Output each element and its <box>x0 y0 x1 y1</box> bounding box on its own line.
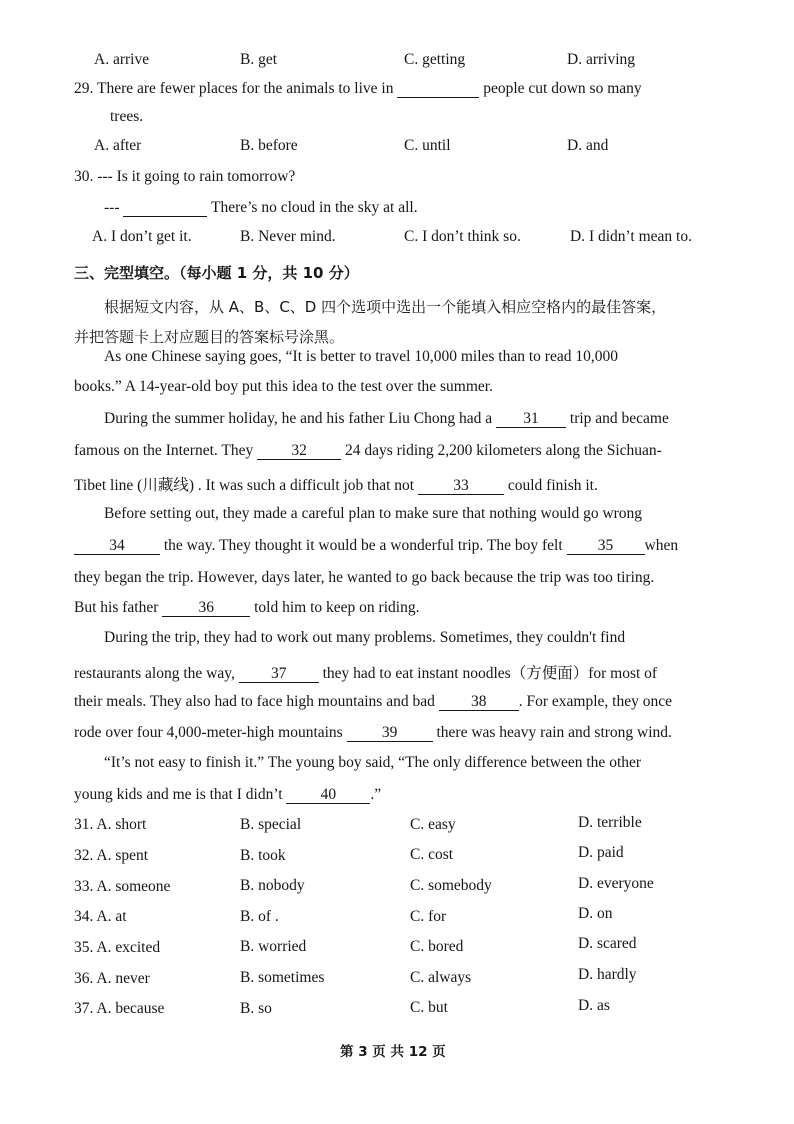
q30-option-b: B. Never mind. <box>240 228 336 245</box>
page-number: 第 3 页 共 12 页 <box>340 1044 446 1060</box>
passage-p2-line2 <box>74 442 662 460</box>
passage-text: they had to eat instant noodles（方便面）for most of <box>322 665 658 682</box>
q30-option-d: D. I didn’t mean to. <box>570 228 692 245</box>
blank-31: 31 <box>496 411 566 428</box>
q29-text-before: 29. There are fewer places for the animals to live in <box>74 80 394 97</box>
q35-option-a: 35. A. excited <box>74 939 161 956</box>
instruction-line-1: 根据短文内容，从 A、B、C、D 四个选项中选出一个能填入相应空格内的最佳答案， <box>104 298 667 316</box>
q33-option-d: D. everyone <box>578 875 654 892</box>
q32-option-a: 32. A. spent <box>74 847 149 864</box>
passage-text: told him to keep on riding. <box>254 599 420 616</box>
q29-option-d: D. and <box>567 137 609 154</box>
q34-option-d: D. on <box>578 905 613 922</box>
q34-option-a: 34. A. at <box>74 908 127 925</box>
q29-text-after: people cut down so many <box>483 80 642 97</box>
passage-text: Tibet line (川藏线) . It was such a difficult job that not <box>74 477 415 494</box>
passage-p2-line3 <box>74 473 598 495</box>
q31-option-b: B. special <box>240 816 302 833</box>
q36-option-c: C. always <box>410 969 472 986</box>
blank-39: 39 <box>347 725 433 742</box>
passage-p4-line4 <box>74 724 672 742</box>
passage-p5-line1: “It’s not easy to finish it.” The young boy said, “The only difference between the other <box>104 754 642 771</box>
q31-option-a: 31. A. short <box>74 816 147 833</box>
passage-text: there was heavy rain and strong wind. <box>436 724 672 741</box>
passage-text: trip and became <box>569 410 669 427</box>
q29-option-c: C. until <box>404 137 451 154</box>
q35-option-c: C. bored <box>410 938 464 955</box>
q30-response <box>104 199 418 217</box>
passage-p4-line1: During the trip, they had to work out many problems. Sometimes, they couldn't find <box>104 629 626 646</box>
q29-blank <box>397 81 479 98</box>
passage-text: famous on the Internet. They <box>74 442 254 459</box>
passage-text: During the summer holiday, he and his father Liu Chong had a <box>104 410 493 427</box>
instruction-line-2: 并把答题卡上对应题目的答案标号涂黑。 <box>74 328 345 346</box>
blank-35: 35 <box>567 538 645 555</box>
section-heading: 三、完型填空。（每小题 1 分，共 10 分） <box>74 264 359 282</box>
passage-p5-line2 <box>74 786 381 804</box>
q37-option-c: C. but <box>410 999 448 1016</box>
passage-text: . For example, they once <box>518 693 672 710</box>
passage-text: could finish it. <box>507 477 598 494</box>
passage-p1-line2: books.” A 14-year-old boy put this idea to the test over the summer. <box>74 378 493 395</box>
q28-option-d: D. arriving <box>567 51 636 68</box>
q37-option-a: 37. A. because <box>74 1000 165 1017</box>
q30-text-after: There’s no cloud in the sky at all. <box>210 199 418 216</box>
q28-option-b: B. get <box>240 51 278 68</box>
q31-option-d: D. terrible <box>578 814 642 831</box>
q29-stem <box>74 80 642 98</box>
q32-option-c: C. cost <box>410 846 454 863</box>
passage-p4-line2 <box>74 661 657 683</box>
q29-option-b: B. before <box>240 137 298 154</box>
q28-option-c: C. getting <box>404 51 466 68</box>
passage-text: But his father <box>74 599 159 616</box>
q35-option-d: D. scared <box>578 935 637 952</box>
q30-stem: 30. --- Is it going to rain tomorrow? <box>74 168 296 185</box>
passage-p3-line3: they began the trip. However, days later, he wanted to go back because the trip was too tiring. <box>74 569 655 586</box>
q35-option-b: B. worried <box>240 938 307 955</box>
q30-dash: --- <box>104 199 120 216</box>
passage-text: .” <box>370 786 382 803</box>
passage-text: when <box>644 537 679 554</box>
passage-p3-line4 <box>74 599 419 617</box>
q30-option-c: C. I don’t think so. <box>404 228 521 245</box>
passage-text: their meals. They also had to face high mountains and bad <box>74 693 435 710</box>
q37-option-d: D. as <box>578 997 610 1014</box>
q32-option-d: D. paid <box>578 844 624 861</box>
q28-option-a: A. arrive <box>94 51 150 68</box>
passage-text: restaurants along the way, <box>74 665 235 682</box>
q33-option-c: C. somebody <box>410 877 492 894</box>
passage-text: rode over four 4,000-meter-high mountains <box>74 724 343 741</box>
blank-33: 33 <box>418 478 504 495</box>
passage-p3-line2 <box>74 537 678 555</box>
q32-option-b: B. took <box>240 847 286 864</box>
passage-p1-line1: As one Chinese saying goes, “It is better to travel 10,000 miles than to read 10,000 <box>104 348 618 365</box>
blank-32: 32 <box>257 443 341 460</box>
q30-option-a: A. I don’t get it. <box>92 228 192 245</box>
q33-option-b: B. nobody <box>240 877 305 894</box>
q37-option-b: B. so <box>240 1000 272 1017</box>
q36-option-d: D. hardly <box>578 966 637 983</box>
q29-stem-cont: trees. <box>110 108 144 125</box>
passage-text: 24 days riding 2,200 kilometers along the Sichuan- <box>344 442 662 459</box>
blank-36: 36 <box>162 600 250 617</box>
passage-p3-line1: Before setting out, they made a careful plan to make sure that nothing would go wrong <box>104 505 643 522</box>
blank-37: 37 <box>239 666 319 683</box>
passage-p4-line3 <box>74 693 672 711</box>
q33-option-a: 33. A. someone <box>74 878 171 895</box>
q34-option-b: B. of . <box>240 908 279 925</box>
passage-text: young kids and me is that I didn’t <box>74 786 283 803</box>
q31-option-c: C. easy <box>410 816 456 833</box>
blank-40: 40 <box>286 787 370 804</box>
q30-blank <box>123 200 207 217</box>
blank-34: 34 <box>74 538 160 555</box>
q34-option-c: C. for <box>410 908 447 925</box>
passage-p2-line1 <box>104 410 669 428</box>
blank-38: 38 <box>439 694 519 711</box>
q29-option-a: A. after <box>94 137 142 154</box>
passage-text: the way. They thought it would be a wonderful trip. The boy felt <box>163 537 563 554</box>
q36-option-b: B. sometimes <box>240 969 325 986</box>
q36-option-a: 36. A. never <box>74 970 150 987</box>
